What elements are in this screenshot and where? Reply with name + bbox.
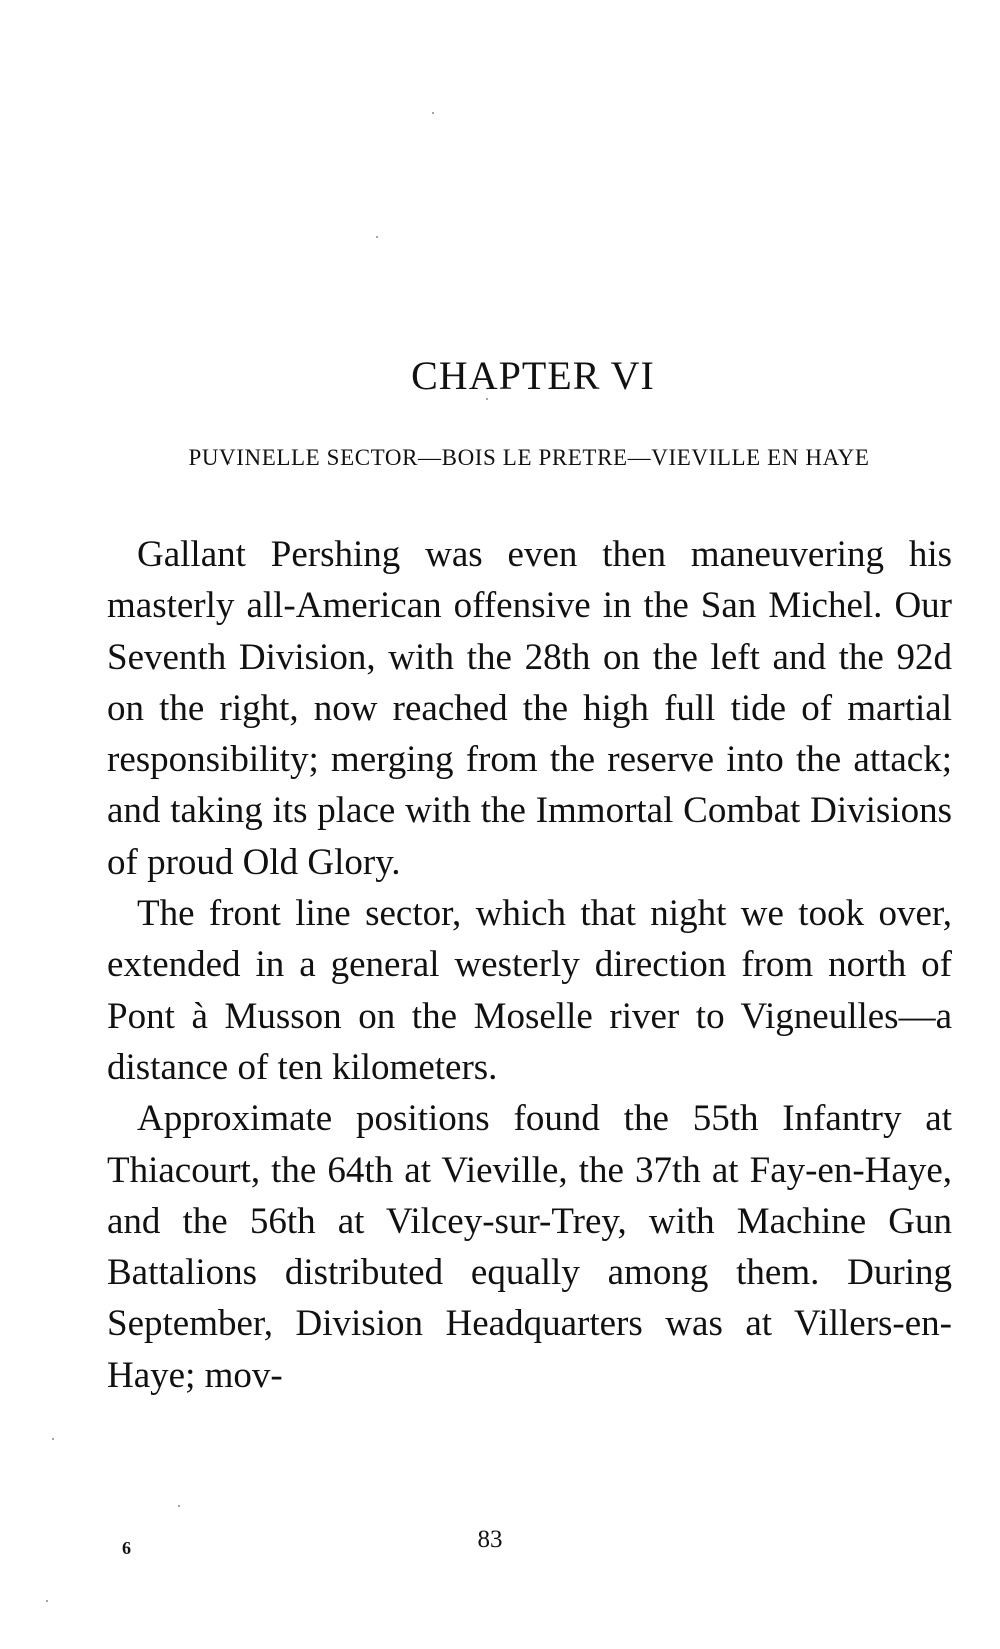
scan-speck	[178, 1505, 180, 1507]
paragraph: Gallant Pershing was even then maneuvering his masterly all-American offensive in the San Michel. Our Seventh Division, with the 28th on the left and the 92d on the right, now reached the high full tide of martial responsibility; merging from the reserve into the attack; and taking its place with the Immortal Combat Divisions of proud Old Glory.	[107, 534, 952, 883]
body-text	[107, 529, 952, 1401]
chapter-title: CHAPTER VI	[411, 353, 655, 398]
paragraph: The front line sector, which that night we took over, extended in a general westerly direction from north of Pont à Musson on the Moselle river to Vigneulles—a distance of ten kilometers.	[107, 893, 952, 1088]
page-number: 83	[477, 1526, 503, 1553]
paragraph: Approximate positions found the 55th Infantry at Thiacourt, the 64th at Vieville, the 37th at Fay-en-Haye, and the 56th at Vilcey-sur-Trey, with Machine Gun Battalions distributed equally among them. During September, Division Headquarters was at Villers-en-Haye; mov-	[107, 1098, 952, 1396]
scan-speck	[432, 112, 434, 114]
scan-speck	[52, 1438, 54, 1440]
scan-speck	[46, 1600, 48, 1602]
scan-speck	[376, 236, 378, 238]
chapter-subtitle: PUVINELLE SECTOR—BOIS LE PRETRE—VIEVILLE EN HAYE	[188, 445, 870, 470]
signature-mark: 6	[122, 1538, 131, 1558]
